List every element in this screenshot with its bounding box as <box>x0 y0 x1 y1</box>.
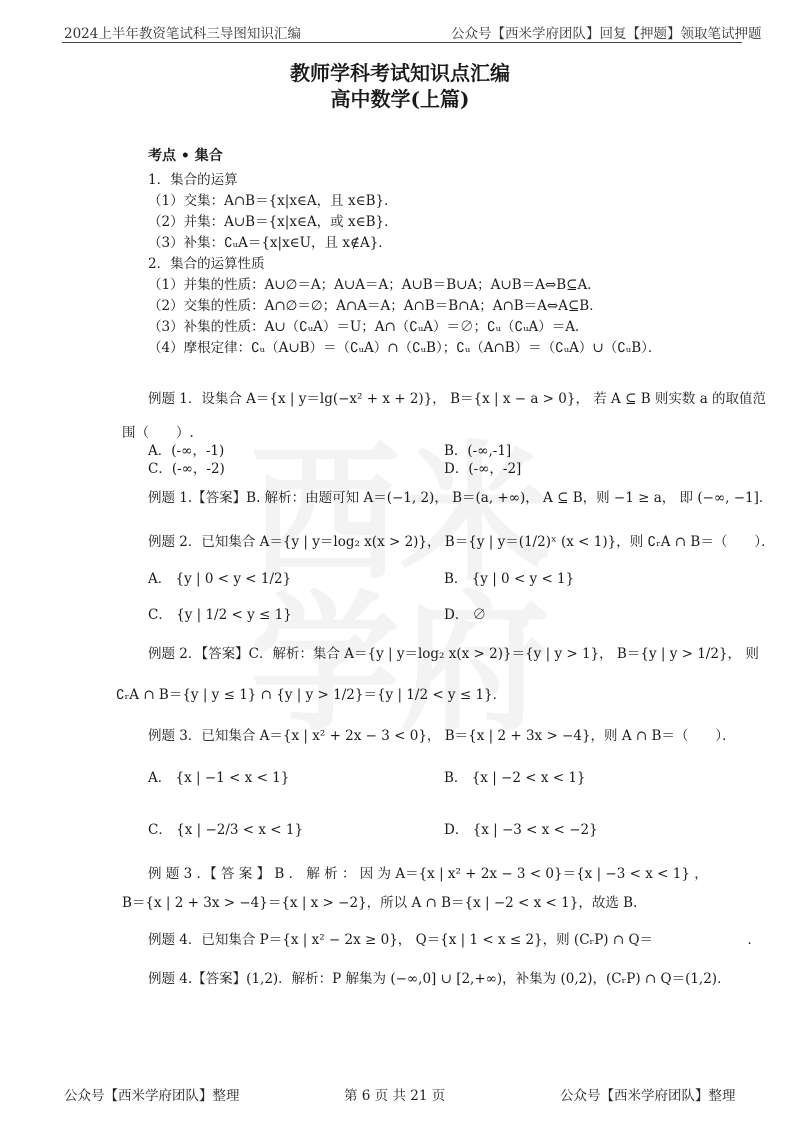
section-line: （4）摩根定律：∁ᵤ（A∪B）＝（∁ᵤA）∩（∁ᵤB）；∁ᵤ（A∩B）＝（∁ᵤA）∪（∁ᵤB）． <box>148 340 662 356</box>
example2-option-b: B． {y | 0 < y < 1} <box>444 571 575 587</box>
section-line: （3）补集的性质：A∪（∁ᵤA）＝U；A∩（∁ᵤA）＝∅；∁ᵤ（∁ᵤA）＝A． <box>148 319 589 335</box>
header-left-text: 2024上半年教资笔试科三导图知识汇编 <box>64 26 301 42</box>
example1-option-c: C．(-∞，-2) <box>148 461 225 477</box>
example3-option-d: D． {x | −3 < x < −2} <box>444 822 598 838</box>
example2-answer: 例题 2．【答案】C．解析：集合 A＝{y | y＝log₂ x(x > 2)}＝{y | y > 1}， B＝{y | y > 1/2}， 则 <box>148 646 759 662</box>
example1-answer: 例题 1.【答案】B. 解析：由题可知 A＝(−1, 2)， B＝(a, +∞)， A ⊆ B，则 −1 ≥ a， 即 (−∞, −1]． <box>148 490 773 506</box>
example1-option-b: B．(-∞,-1] <box>444 443 512 459</box>
example3-question: 例题 3．已知集合 A＝{x | x² + 2x − 3 < 0}， B＝{x | 2 + 3x > −4}，则 A ∩ B＝（ ）． <box>148 728 736 744</box>
example2-option-c: C． {y | 1/2 < y ≤ 1} <box>148 607 292 623</box>
header-rule <box>62 42 742 43</box>
page-title: 教师学科考试知识点汇编 <box>290 61 510 85</box>
example4-question: 例题 4．已知集合 P＝{x | x² − 2x ≥ 0}， Q＝{x | 1 < x ≤ 2}，则 (CᵣP) ∩ Q＝ ． <box>148 932 762 948</box>
section-line: （2）交集的性质：A∩∅＝∅；A∩A＝A；A∩B＝B∩A；A∩B＝A⇔A⊆B． <box>148 298 603 314</box>
section-line: （1）交集：A∩B＝{x|x∈A，且 x∈B}． <box>148 193 398 209</box>
footer-right-text: 公众号【西米学府团队】整理 <box>560 1088 736 1104</box>
example1-question-cont: 围（ ）. <box>122 425 194 441</box>
example1-option-d: D．(-∞，-2] <box>444 461 522 477</box>
section-line: （1）并集的性质：A∪∅＝A；A∪A＝A；A∪B＝B∪A；A∪B＝A⇔B⊆A． <box>148 277 601 293</box>
page-subtitle: 高中数学(上篇) <box>330 87 470 111</box>
page-number: 第 6 页 共 21 页 <box>344 1088 446 1104</box>
example3-option-a: A． {x | −1 < x < 1} <box>148 770 290 786</box>
example1-option-a: A．(-∞，-1) <box>148 443 225 459</box>
example4-answer: 例题 4.【答案】(1,2)．解析：P 解集为 (−∞,0] ∪ [2,+∞)，补集为 (0,2)，(CᵣP) ∩ Q＝(1,2)． <box>148 971 731 987</box>
section-line: （2）并集：A∪B＝{x|x∈A，或 x∈B}． <box>148 214 398 230</box>
section-line: （3）补集：∁ᵤA＝{x|x∈U，且 x∉A}． <box>148 235 392 251</box>
example2-option-d: D． ∅ <box>444 607 487 623</box>
section-line: 1．集合的运算 <box>148 172 238 188</box>
example2-option-a: A． {y | 0 < y < 1/2} <box>148 571 292 587</box>
example3-option-c: C． {x | −2/3 < x < 1} <box>148 822 304 838</box>
section-heading: 考点 • 集合 <box>148 148 223 164</box>
example2-question: 例题 2．已知集合 A＝{y | y＝log₂ x(x > 2)}， B＝{y | y＝(1/2)ˣ (x < 1)}，则 ∁ᵣA ∩ B＝（ ）． <box>148 534 775 550</box>
header-right-text: 公众号【西米学府团队】回复【押题】领取笔试押题 <box>451 26 762 42</box>
example1-question: 例题 1．设集合 A＝{x | y＝lg(−x² + x + 2)}， B＝{x | x − a > 0}， 若 A ⊆ B 则实数 a 的取值范 <box>148 391 767 407</box>
example3-answer: 例 题 3 ．【 答 案 】 B ． 解 析 ： 因 为 A＝{x | x² + 2x − 3 < 0}＝{x | −3 < x < 1} ， <box>148 866 708 882</box>
section-line: 2．集合的运算性质 <box>148 256 265 272</box>
footer-left-text: 公众号【西米学府团队】整理 <box>64 1088 240 1104</box>
example3-answer-cont: B＝{x | 2 + 3x > −4}＝{x | x > −2}，所以 A ∩ B＝{x | −2 < x < 1}，故选 B. <box>122 895 638 911</box>
example3-option-b: B． {x | −2 < x < 1} <box>444 770 586 786</box>
example2-answer-cont: ∁ᵣA ∩ B＝{y | y ≤ 1} ∩ {y | y > 1/2}＝{y | 1/2 < y ≤ 1}． <box>116 687 507 703</box>
